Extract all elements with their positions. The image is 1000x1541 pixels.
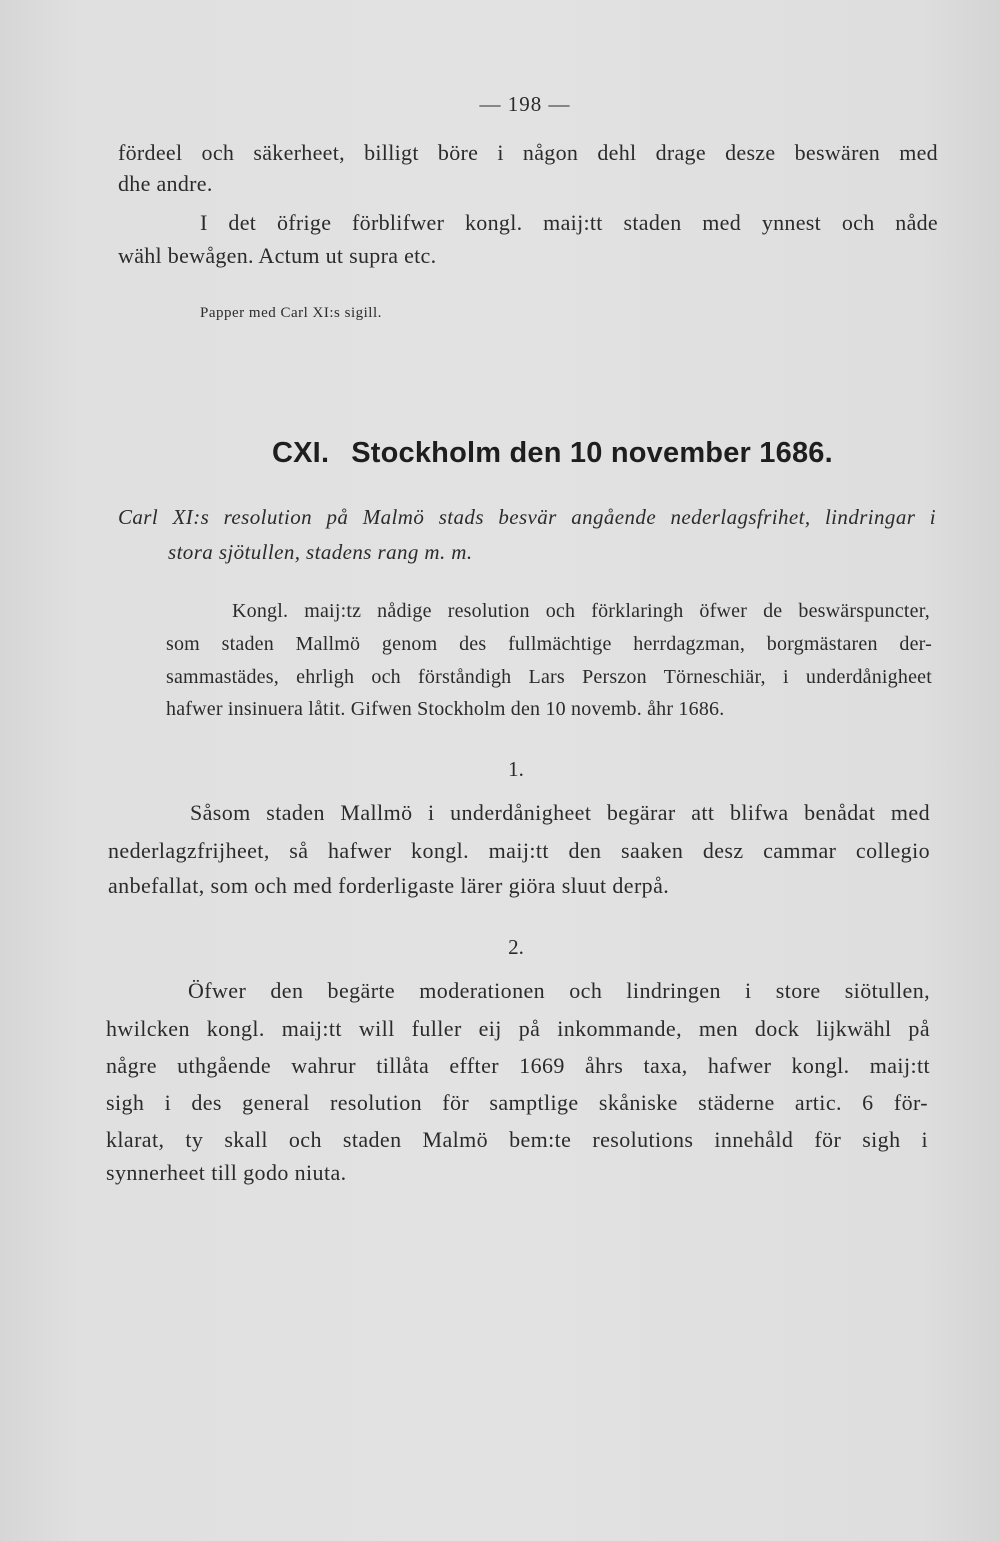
text-line: klarat, ty skall och staden Malmö bem:te resolutions innehåld för sigh i — [106, 1127, 928, 1152]
summary-line: Carl XI:s resolution på Malmö stads besvär angående nederlagsfrihet, lindringar i — [118, 505, 936, 529]
summary-line: stora sjötullen, stadens rang m. m. — [168, 540, 473, 564]
page-number: — 198 — — [479, 92, 571, 116]
text-line: som staden Mallmö genom des fullmächtige herrdagzman, borgmästaren der- — [166, 633, 932, 655]
text-line: hafwer insinuera låtit. Gifwen Stockholm den 10 novemb. åhr 1686. — [166, 698, 725, 720]
text-line: wähl bewågen. Actum ut supra etc. — [118, 243, 437, 268]
section-number: 2. — [508, 935, 524, 959]
text-line: synnerheet till godo niuta. — [106, 1160, 347, 1185]
source-note: Papper med Carl XI:s sigill. — [200, 305, 382, 321]
text-line: sammastädes, ehrligh och förståndigh Lars Perszon Törneschiär, i underdånigheet — [166, 666, 932, 688]
text-line: nederlagzfrijheet, så hafwer kongl. maij:tt den saaken desz cammar collegio — [108, 838, 930, 863]
text-line: anbefallat, som och med forderligaste lärer giöra sluut derpå. — [108, 873, 670, 898]
text-line: dhe andre. — [118, 171, 213, 196]
text-line: fördeel och säkerheet, billigt böre i någon dehl drage desze beswären med — [118, 140, 938, 165]
text-line: Öfwer den begärte moderationen och lindringen i store siötullen, — [188, 978, 930, 1003]
section-number: 1. — [508, 757, 524, 781]
text-line: Såsom staden Mallmö i underdånigheet begärar att blifwa benådat med — [190, 800, 930, 825]
text-line: hwilcken kongl. maij:tt will fuller eij på inkommande, men dock lijkwähl på — [106, 1016, 930, 1041]
place-date: Stockholm den 10 november 1686. — [351, 437, 833, 469]
document-heading — [272, 437, 833, 470]
document-number: CXI. — [272, 437, 330, 469]
text-line: Kongl. maij:tz nådige resolution och förklaringh öfwer de beswärspuncter, — [232, 600, 930, 622]
text-line: sigh i des general resolution för samptlige skåniske städerne artic. 6 för- — [106, 1090, 928, 1115]
text-line: någre uthgående wahrur tillåta effter 1669 åhrs taxa, hafwer kongl. maij:tt — [106, 1053, 930, 1078]
text-line: I det öfrige förblifwer kongl. maij:tt staden med ynnest och nåde — [200, 210, 938, 235]
